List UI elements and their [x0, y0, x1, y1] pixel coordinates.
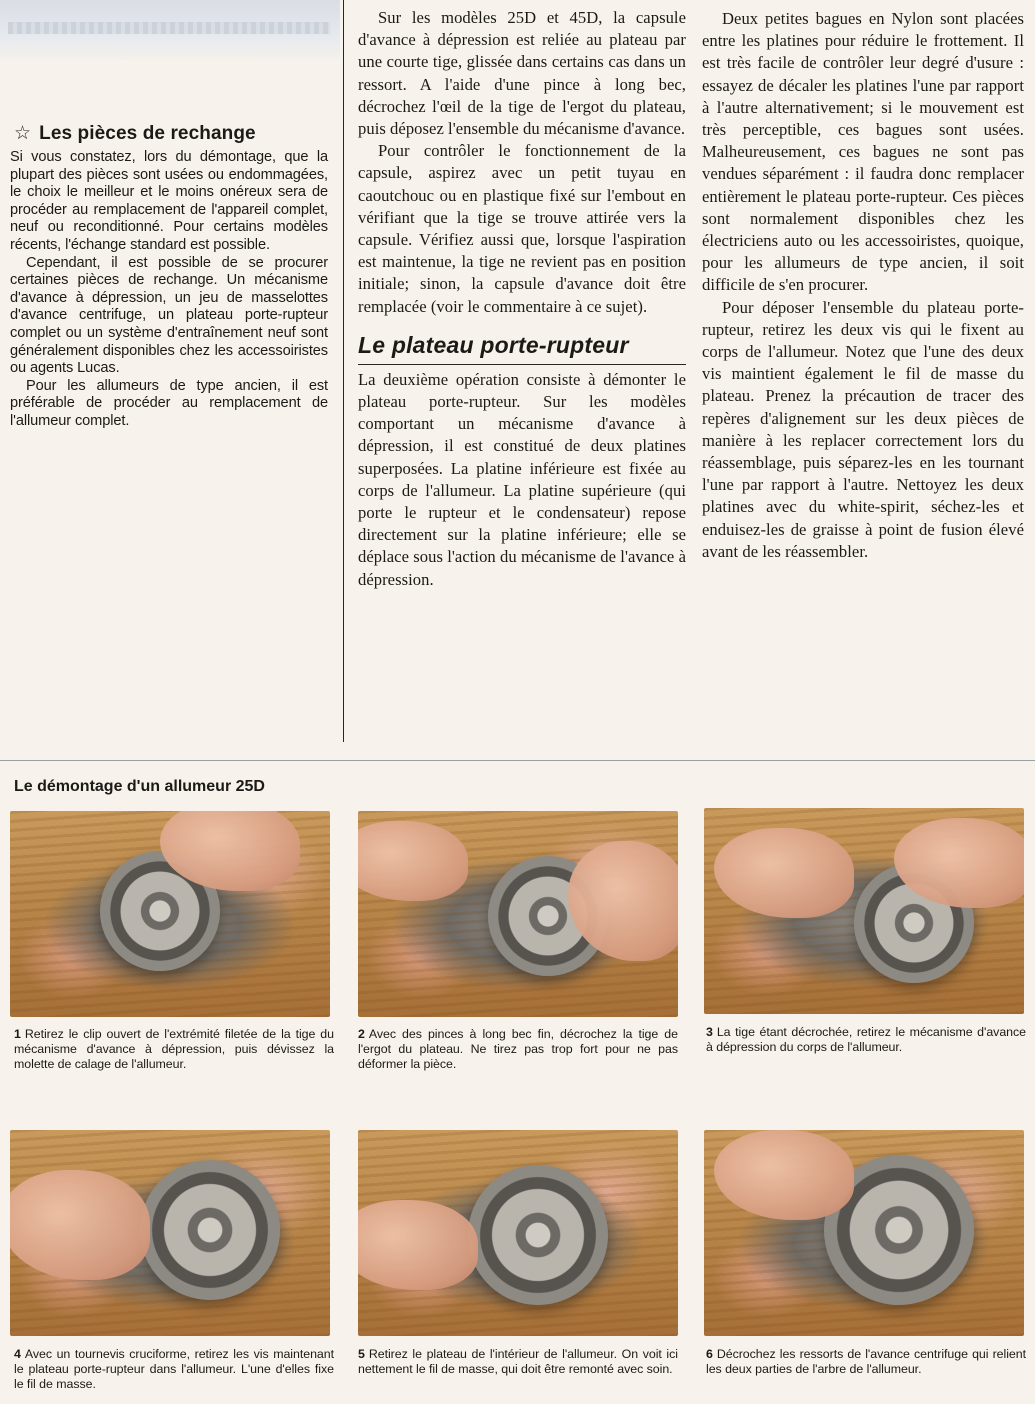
- caption-text: Retirez le clip ouvert de l'extrémité filetée de la tige du mécanisme d'avance à dépression, puis dévissez la molette de calage de l'allumeur.: [14, 1027, 334, 1071]
- step-number: 1: [14, 1027, 21, 1041]
- star-icon: ☆: [14, 123, 32, 144]
- hand-image: [714, 828, 854, 918]
- caption-text: Décrochez les ressorts de l'avance centrifuge qui relient les deux parties de l'arbre de l'allumeur.: [706, 1347, 1026, 1376]
- section-title: Le plateau porte-rupteur: [358, 332, 686, 365]
- photo-step-5: [358, 1130, 678, 1336]
- nylon-rings-paragraph: Deux petites bagues en Nylon sont placées entre les platines pour réduire le frottement. Il est très facile de contrôler leur degré d'usure : essayez de décaler les platines l'une par rapport à l'autre alternativement; si le mouvement est très perceptible, ces bagues sont usées. Malheureusement, ces bagues ne sont pas vendues séparément : il faudra donc remplacer entièrement le plateau porte-rupteur. Ces pièces sont normalement disponibles chez les électriciens auto ou les accessoiristes, quoique, pour les allumeurs de type ancien, il soit difficile de s'en procurer.: [702, 9, 1024, 295]
- spare-parts-paragraph-3: Pour les allumeurs de type ancien, il est préférable de procéder au remplacement de l'allumeur complet.: [10, 377, 328, 429]
- spare-parts-heading-text: Les pièces de rechange: [39, 123, 256, 144]
- distributor-image: [468, 1165, 608, 1305]
- hand-image: [358, 821, 468, 901]
- hand-image: [714, 1130, 854, 1220]
- caption-step-3: [706, 1025, 1026, 1055]
- plateau-paragraph-1: La deuxième opération consiste à démonter le plateau porte-rupteur. Sur les modèles comportant un mécanisme d'avance à dépression, il est constitué de deux platines superposées. La platine inférieure est fixée au corps de l'allumeur. La platine supérieure (qui porte le rupteur et le condensateur) repose directement sur la platine inférieure; elle se déplace sous l'action du mécanisme de l'avance à dépression.: [358, 369, 686, 589]
- photo-step-4: [10, 1130, 330, 1336]
- left-column: [10, 122, 328, 431]
- photo-step-1: [10, 811, 330, 1017]
- hand-image: [358, 1200, 478, 1290]
- top-banner-strip: [0, 0, 340, 60]
- middle-column: [343, 0, 686, 742]
- step-number: 4: [14, 1347, 21, 1361]
- photo-step-2: [358, 811, 678, 1017]
- capsule-paragraph-1: Sur les modèles 25D et 45D, la capsule d'avance à dépression est reliée au plateau par une courte tige, glissée dans certains cas dans un ressort. A l'aide d'une pince à long bec, décrochez l'œil de la tige de l'ergot du plateau, puis déposez l'ensemble du mécanisme d'avance.: [358, 8, 686, 139]
- caption-step-5: [358, 1347, 678, 1377]
- caption-step-6: [706, 1347, 1026, 1377]
- caption-text: La tige étant décrochée, retirez le mécanisme d'avance à dépression du corps de l'allumeur.: [706, 1025, 1026, 1054]
- caption-text: Retirez le plateau de l'intérieur de l'allumeur. On voit ici nettement le fil de masse, qui doit être remonté avec soin.: [358, 1347, 678, 1376]
- distributor-image: [140, 1160, 280, 1300]
- step-number: 5: [358, 1347, 365, 1361]
- right-column: [702, 8, 1024, 563]
- caption-text: Avec un tournevis cruciforme, retirez les vis maintenant le plateau porte-rupteur dans l'allumeur. L'une d'elles fixe le fil de masse.: [14, 1347, 334, 1391]
- photo-section-title: Le démontage d'un allumeur 25D: [14, 778, 265, 795]
- step-number: 6: [706, 1347, 713, 1361]
- caption-step-1: [14, 1027, 334, 1072]
- photo-step-6: [704, 1130, 1024, 1336]
- caption-step-4: [14, 1347, 334, 1392]
- hand-image: [10, 1170, 150, 1280]
- removal-paragraph: Pour déposer l'ensemble du plateau porte-rupteur, retirez les deux vis qui le fixent au corps de l'allumeur. Notez que l'une des deux vis maintient également le fil de masse du plateau. Prenez la précaution de tracer des repères d'alignement sur les deux pièces de manière à les replacer correctement lors du réassemblage, puis séparez-les en les tournant l'une par rapport à l'autre. Nettoyez les deux platines avec du white-spirit, séchez-les et enduisez-les de graisse à point de fusion élevé avant de les réassembler.: [702, 297, 1024, 561]
- spare-parts-paragraph-2: Cependant, il est possible de se procurer certaines pièces de rechange. Un mécanisme d'avance à dépression, un jeu de masselottes d'avance centrifuge, un plateau porte-rupteur complet ou un système d'entraînement neuf sont généralement disponibles chez les accessoiristes ou agents Lucas.: [10, 254, 328, 377]
- spare-parts-heading: [14, 122, 328, 145]
- photo-step-3: [704, 808, 1024, 1014]
- step-number: 2: [358, 1027, 365, 1041]
- capsule-paragraph-2: Pour contrôler le fonctionnement de la capsule, aspirez avec un petit tuyau en caoutchouc ou en plastique fixé sur l'embout en vérifiant que la tige se trouve attirée vers la capsule. Vérifiez aussi que, lorsque l'aspiration est maintenue, la tige ne revient pas en position initiale; sinon, la capsule d'avance doit être remplacée (voir le commentaire à ce sujet).: [358, 141, 686, 316]
- section-divider: [0, 760, 1035, 761]
- caption-text: Avec des pinces à long bec fin, décrochez la tige de l'ergot du plateau. Ne tirez pas trop fort pour ne pas déformer la pièce.: [358, 1027, 678, 1071]
- caption-step-2: [358, 1027, 678, 1072]
- spare-parts-paragraph-1: Si vous constatez, lors du démontage, que la plupart des pièces sont usées ou endommagées, le choix le meilleur et le moins onéreux sera de procéder au remplacement de l'appareil complet, neuf ou reconditionné. Pour certains modèles récents, l'échange standard est possible.: [10, 149, 328, 253]
- step-number: 3: [706, 1025, 713, 1039]
